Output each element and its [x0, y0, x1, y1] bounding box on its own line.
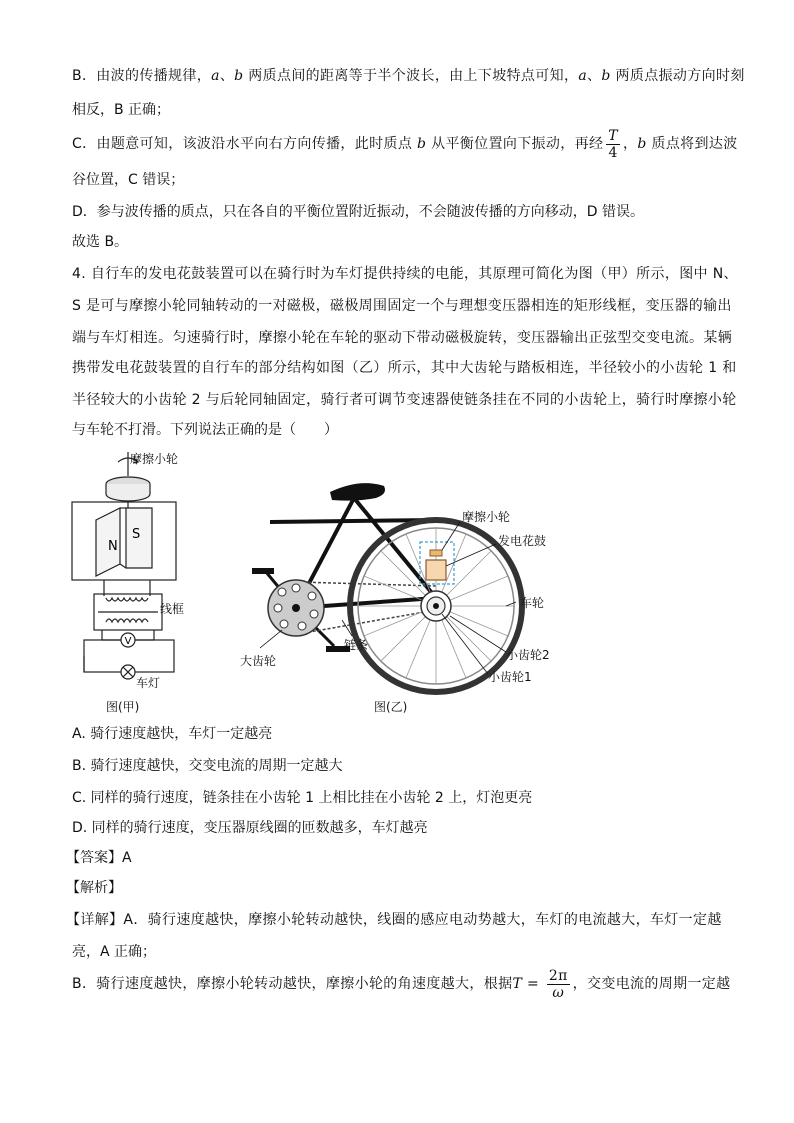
voltmeter-label: V	[124, 636, 132, 647]
label-wheel: 车轮	[520, 596, 545, 610]
saddle-icon	[330, 483, 385, 501]
label-small-gear-1: 小齿轮1	[488, 670, 532, 684]
option-b: B. 骑行速度越快，交变电流的周期一定越大	[72, 758, 343, 774]
text-line: B．由波的传播规律，a、b 两质点间的距离等于半个波长，由上下坡特点可知，a、b 两质点振动方向时刻	[72, 68, 745, 84]
question-text: S 是可与摩擦小轮同轴转动的一对磁极，磁极周围固定一个与理想变压器相连的矩形线框，变压器的输出	[72, 298, 732, 314]
answer-tag: 【答案】	[66, 850, 122, 866]
label-big-gear: 大齿轮	[240, 654, 277, 668]
detail-line: B．骑行速度越快，摩擦小轮转动越快，摩擦小轮的角速度越大，根据T = $\frac{2\pi}{\omega}$ ，交变电流的周期一定越	[72, 967, 731, 1001]
label-chain: 链条	[344, 638, 369, 652]
question-text: 4. 自行车的发电花鼓装置可以在骑行时为车灯提供持续的电能，其原理可简化为图（甲）所示，图中 N、	[72, 266, 738, 282]
fraction-t-over-4: $\frac{T}{4}$	[608, 127, 618, 161]
analysis-tag: 【解析】	[66, 880, 122, 896]
pole-n-label: N	[108, 539, 118, 554]
text-line: D．参与波传播的质点，只在各自的平衡位置附近振动，不会随波传播的方向移动，D 错误。	[72, 204, 645, 220]
label-friction-wheel-b: 摩擦小轮	[462, 510, 511, 524]
pole-s-label: S	[132, 527, 141, 542]
figure-bicycle-diagram	[230, 470, 570, 716]
label-lamp: 车灯	[136, 676, 161, 690]
text-line: 谷位置，C 错误；	[72, 172, 185, 188]
label-friction-wheel: 摩擦小轮	[130, 452, 179, 466]
text-line: C．由题意可知，该波沿水平向右方向传播，此时质点 b 从平衡位置向下振动，再经 $\frac{T}{4}$ ，b 质点将到达波	[72, 127, 738, 161]
fraction-2pi-over-omega: $\frac{2\pi}{\omega}$	[548, 967, 568, 1001]
question-text: 端与车灯相连。匀速骑行时，摩擦小轮在车轮的驱动下带动磁极旋转，变压器输出正弦型交变电流。某辆	[72, 330, 733, 346]
question-text: 半径较大的小齿轮 2 与后轮同轴固定，骑行者可调节变速器使链条挂在不同的小齿轮上，骑行时摩擦小轮	[72, 392, 737, 408]
text-line: 故选 B。	[72, 234, 129, 250]
figure-caption-b: 图(乙)	[374, 700, 408, 714]
question-text: 与车轮不打滑。下列说法正确的是（ ）	[72, 422, 338, 438]
label-hub-dynamo: 发电花鼓	[498, 534, 547, 548]
question-text: 携带发电花鼓装置的自行车的部分结构如图（乙）所示，其中大齿轮与踏板相连，半径较小的小齿轮 1 和	[72, 360, 737, 376]
figure-generator-diagram	[68, 446, 188, 716]
generator-svg	[68, 446, 188, 716]
option-c: C. 同样的骑行速度，链条挂在小齿轮 1 上相比挂在小齿轮 2 上，灯泡更亮	[72, 790, 533, 806]
text-line: 相反，B 正确；	[72, 102, 171, 118]
label-coil-frame: 线框	[160, 602, 185, 616]
answer-value: A	[122, 850, 132, 866]
detail-line: 亮，A 正确；	[72, 944, 157, 960]
detail-line: 【详解】A．骑行速度越快，摩擦小轮转动越快，线圈的感应电动势越大，车灯的电流越大，车灯一定越	[66, 912, 722, 928]
label-small-gear-2: 小齿轮2	[506, 648, 550, 662]
answer-line	[66, 848, 132, 868]
option-d: D. 同样的骑行速度，变压器原线圈的匝数越多，车灯越亮	[72, 820, 428, 836]
hub-dynamo-icon	[426, 560, 446, 580]
option-a: A. 骑行速度越快，车灯一定越亮	[72, 726, 273, 742]
figure-caption-a: 图(甲)	[106, 700, 140, 714]
